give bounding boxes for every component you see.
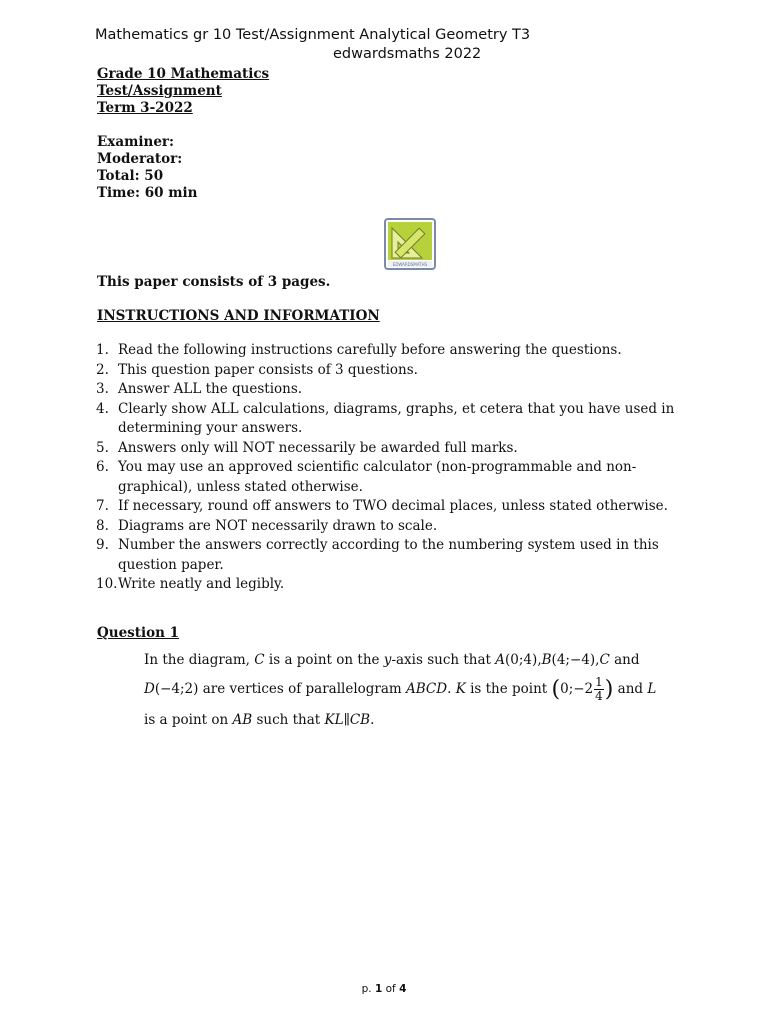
header-subtitle: edwardsmaths 2022 [333, 46, 482, 62]
instruction-number: 4. [96, 400, 109, 417]
instruction-text: Number the answers correctly according to the numbering system used in this [118, 537, 659, 553]
instruction-item [96, 497, 696, 517]
instruction-text: graphical), unless stated otherwise. [118, 478, 363, 495]
instruction-number: 6. [96, 459, 109, 475]
header-title: Mathematics gr 10 Test/Assignment Analytical Geometry T3 [95, 27, 531, 43]
instruction-number: 2. [96, 361, 109, 378]
moderator-label: Moderator: [97, 151, 183, 167]
examiner-label: Examiner: [97, 134, 174, 150]
instruction-number: 9. [96, 537, 109, 553]
instruction-number: 8. [96, 517, 109, 534]
instruction-item [96, 575, 696, 595]
svg-text:EDWARDSMATHS: EDWARDSMATHS [392, 262, 428, 267]
instructions-heading: INSTRUCTIONS AND INFORMATION [97, 308, 380, 324]
instruction-text: Answers only will NOT necessarily be awarded full marks. [118, 439, 518, 456]
term-label: Term 3-2022 [97, 100, 193, 116]
edwardsmaths-logo [384, 218, 436, 270]
instruction-item [96, 517, 696, 537]
instruction-number: 5. [96, 439, 109, 456]
total-marks: Total: 50 [97, 168, 164, 184]
instruction-number: 7. [96, 498, 109, 514]
grade-label: Grade 10 Mathematics [97, 66, 270, 82]
paper-type: Test/Assignment [97, 83, 222, 99]
question-1-heading: Question 1 [97, 625, 180, 641]
instruction-text: determining your answers. [118, 420, 303, 436]
pages-note: This paper consists of 3 pages. [97, 274, 331, 290]
instruction-text: This question paper consists of 3 questions. [118, 361, 418, 378]
question-1-line-1: In the diagram, C is a point on the y-axis such that A(0;4),B(4;−4),C and [144, 652, 640, 668]
fraction-one-quarter: $\frac{1}{4}$ [595, 675, 603, 703]
instruction-item [96, 458, 696, 497]
instruction-item [96, 380, 696, 400]
instruction-text: Write neatly and legibly. [118, 576, 285, 592]
instruction-text: Clearly show ALL calculations, diagrams, graphs, et cetera that you have used in [118, 400, 675, 417]
instruction-item [96, 361, 696, 381]
instruction-item [96, 341, 696, 361]
time-allowed: Time: 60 min [97, 185, 198, 201]
instruction-number: 10. [96, 576, 118, 592]
instruction-text: question paper. [118, 556, 224, 573]
instruction-item [96, 536, 696, 575]
page-footer: p. 1 of 4 [361, 983, 407, 995]
question-1-line-2: D(−4;2) are vertices of parallelogram ABCD. K is the point (0;−2 $\frac{1}{4}$ ) and L [144, 675, 657, 703]
instruction-text: If necessary, round off answers to TWO decimal places, unless stated otherwise. [118, 498, 668, 514]
instruction-item [96, 439, 696, 459]
question-1-line-3: is a point on AB such that KL∥CB. [144, 712, 375, 728]
instruction-text: Read the following instructions carefully before answering the questions. [118, 342, 622, 358]
instruction-item [96, 400, 696, 439]
instruction-number: 1. [96, 342, 109, 358]
instruction-text: Answer ALL the questions. [118, 381, 303, 397]
instruction-text: Diagrams are NOT necessarily drawn to scale. [118, 517, 438, 534]
instruction-number: 3. [96, 381, 109, 397]
instruction-text: You may use an approved scientific calculator (non-programmable and non- [118, 459, 637, 475]
exam-info [97, 66, 269, 202]
instructions-list [96, 341, 696, 595]
